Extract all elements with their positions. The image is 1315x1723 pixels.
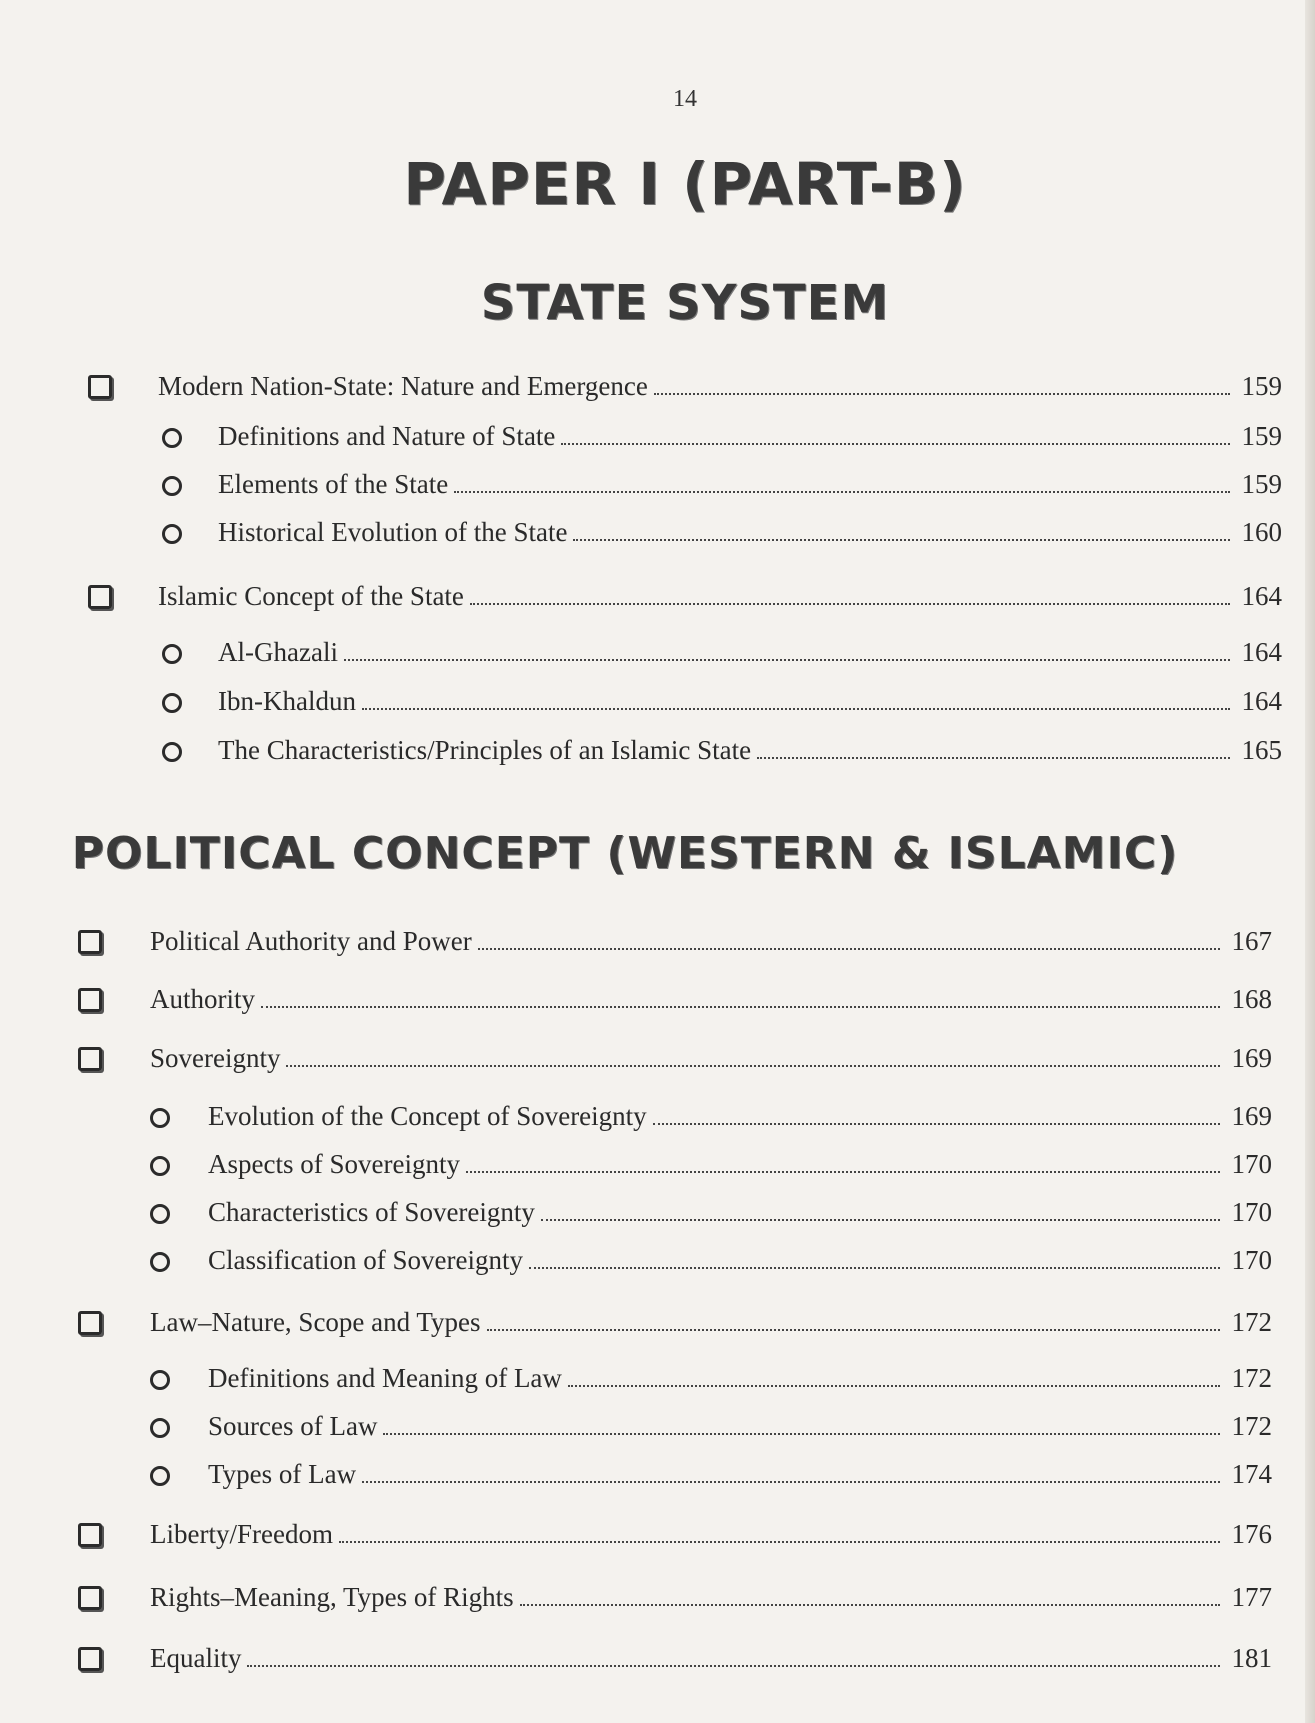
toc-entry-label: Definitions and Meaning of Law (208, 1363, 562, 1393)
toc-entry-label: Equality (150, 1643, 242, 1673)
dot-leader (286, 1065, 1220, 1067)
toc-entry-page-number: 172 (1231, 1363, 1272, 1393)
toc-entry-label: Liberty/Freedom (150, 1519, 333, 1549)
toc-entry-page-number: 172 (1231, 1307, 1272, 1337)
toc-entry-label: Al-Ghazali (218, 637, 338, 667)
toc-entry (208, 1244, 1272, 1276)
dot-leader (478, 948, 1220, 950)
dot-leader (362, 708, 1230, 710)
checkbox-square-icon (78, 1047, 102, 1071)
toc-entry-page-number: 159 (1241, 371, 1282, 401)
toc-entry-label: Types of Law (208, 1459, 357, 1489)
toc-entry (150, 1306, 1272, 1338)
section-heading-political-concept: POLITICAL CONCEPT (WESTERN & ISLAMIC) (71, 828, 1179, 879)
dot-leader (344, 659, 1230, 661)
toc-entry (150, 1518, 1272, 1550)
toc-entry-page-number: 174 (1231, 1459, 1272, 1489)
bullet-circle-icon (150, 1466, 170, 1486)
toc-entry-page-number: 169 (1231, 1043, 1272, 1073)
dot-leader (383, 1433, 1220, 1435)
dot-leader (520, 1604, 1220, 1606)
section-heading-state-system: STATE SYSTEM (480, 275, 890, 331)
toc-entry-label: Classification of Sovereignty (208, 1245, 523, 1275)
toc-entry-label: Authority (150, 984, 255, 1014)
toc-entry (218, 516, 1282, 548)
toc-entry (150, 983, 1272, 1015)
toc-entry (218, 685, 1282, 717)
toc-entry-page-number: 170 (1231, 1245, 1272, 1275)
toc-entry (218, 420, 1282, 452)
toc-entry-page-number: 167 (1231, 926, 1272, 956)
toc-entry-label: Definitions and Nature of State (218, 421, 556, 451)
toc-entry-label: Aspects of Sovereignty (208, 1149, 460, 1179)
toc-entry-page-number: 160 (1241, 517, 1282, 547)
bullet-circle-icon (162, 742, 182, 762)
toc-entry (218, 734, 1282, 766)
toc-entry-page-number: 159 (1241, 421, 1282, 451)
checkbox-square-icon (88, 585, 112, 609)
toc-entry-label: Sources of Law (208, 1411, 378, 1441)
toc-entry-label: Evolution of the Concept of Sovereignty (208, 1101, 647, 1131)
toc-entry-page-number: 164 (1241, 686, 1282, 716)
page-edge (1305, 0, 1315, 1723)
toc-entry-page-number: 170 (1231, 1197, 1272, 1227)
toc-entry-label: Modern Nation-State: Nature and Emergence (158, 371, 648, 401)
dot-leader (561, 443, 1230, 445)
bullet-circle-icon (150, 1252, 170, 1272)
toc-entry-page-number: 177 (1231, 1582, 1272, 1612)
bullet-circle-icon (162, 476, 182, 496)
toc-entry (208, 1196, 1272, 1228)
checkbox-square-icon (78, 1647, 102, 1671)
dot-leader (757, 757, 1230, 759)
toc-entry (150, 925, 1272, 957)
checkbox-square-icon (78, 1311, 102, 1335)
bullet-circle-icon (162, 693, 182, 713)
toc-entry (218, 636, 1282, 668)
bullet-circle-icon (150, 1108, 170, 1128)
paper-title: PAPER I (PART-B) (403, 150, 967, 218)
dot-leader (454, 491, 1230, 493)
toc-entry-page-number: 169 (1231, 1101, 1272, 1131)
toc-entry-label: Historical Evolution of the State (218, 517, 568, 547)
dot-leader (654, 393, 1230, 395)
toc-entry-page-number: 164 (1241, 581, 1282, 611)
toc-entry-page-number: 159 (1241, 469, 1282, 499)
toc-entry-label: Rights–Meaning, Types of Rights (150, 1582, 514, 1612)
toc-entry-label: Political Authority and Power (150, 926, 472, 956)
toc-entry-page-number: 164 (1241, 637, 1282, 667)
toc-entry-page-number: 168 (1231, 984, 1272, 1014)
toc-entry (158, 370, 1282, 402)
toc-entry-label: Sovereignty (150, 1043, 281, 1073)
toc-entry (208, 1100, 1272, 1132)
toc-entry (218, 468, 1282, 500)
toc-entry-page-number: 170 (1231, 1149, 1272, 1179)
toc-entry-label: Characteristics of Sovereignty (208, 1197, 535, 1227)
checkbox-square-icon (78, 930, 102, 954)
toc-entry-label: Elements of the State (218, 469, 449, 499)
dot-leader (466, 1171, 1220, 1173)
toc-entry-label: Law–Nature, Scope and Types (150, 1307, 481, 1337)
toc-entry (208, 1410, 1272, 1442)
toc-entry-label: Ibn-Khaldun (218, 686, 356, 716)
toc-entry-page-number: 165 (1241, 735, 1282, 765)
dot-leader (339, 1541, 1220, 1543)
toc-entry-page-number: 172 (1231, 1411, 1272, 1441)
dot-leader (362, 1481, 1220, 1483)
toc-entry-label: The Characteristics/Principles of an Islamic State (218, 735, 752, 765)
toc-entry (150, 1581, 1272, 1613)
dot-leader (470, 603, 1230, 605)
checkbox-square-icon (78, 1523, 102, 1547)
page-number: 14 (673, 86, 697, 112)
toc-entry (208, 1458, 1272, 1490)
bullet-circle-icon (150, 1204, 170, 1224)
checkbox-square-icon (88, 375, 112, 399)
bullet-circle-icon (150, 1156, 170, 1176)
dot-leader (653, 1123, 1220, 1125)
bullet-circle-icon (162, 428, 182, 448)
toc-entry-page-number: 181 (1231, 1643, 1272, 1673)
toc-entry-page-number: 176 (1231, 1519, 1272, 1549)
toc-entry-label: Islamic Concept of the State (158, 581, 464, 611)
dot-leader (487, 1329, 1220, 1331)
toc-entry (208, 1148, 1272, 1180)
bullet-circle-icon (162, 524, 182, 544)
toc-entry (150, 1042, 1272, 1074)
dot-leader (541, 1219, 1220, 1221)
dot-leader (529, 1267, 1220, 1269)
checkbox-square-icon (78, 1586, 102, 1610)
dot-leader (573, 539, 1230, 541)
dot-leader (568, 1385, 1220, 1387)
dot-leader (247, 1665, 1220, 1667)
bullet-circle-icon (150, 1370, 170, 1390)
toc-entry (158, 580, 1282, 612)
toc-entry (150, 1642, 1272, 1674)
toc-entry (208, 1362, 1272, 1394)
bullet-circle-icon (162, 644, 182, 664)
dot-leader (261, 1006, 1220, 1008)
bullet-circle-icon (150, 1418, 170, 1438)
checkbox-square-icon (78, 988, 102, 1012)
